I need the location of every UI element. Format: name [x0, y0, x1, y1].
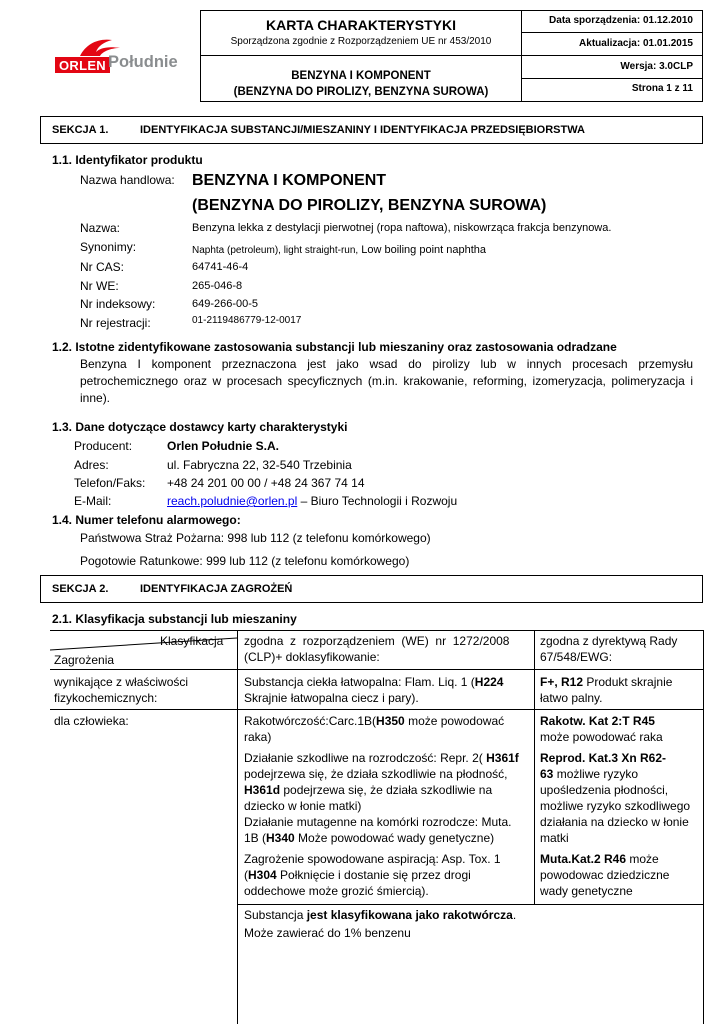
row3-period: .: [512, 908, 517, 922]
field-index-label: Nr indeksowy:: [80, 297, 156, 311]
header-product-line2: (BENZYNA DO PIROLIZY, BENZYNA SUROWA): [233, 86, 489, 98]
row1-dir-code: F+, R12: [540, 675, 584, 689]
section1-bar: [40, 116, 703, 144]
section1-title: IDENTYFIKACJA SUBSTANCJI/MIESZANINY I IDENTYFIKACJA PRZEDSIĘBIORSTWA: [140, 124, 585, 136]
email-value: [167, 494, 457, 508]
email-suffix: – Biuro Technologii i Rozwoju: [297, 494, 458, 508]
header-product-line1: BENZYNA I KOMPONENT: [291, 70, 431, 82]
phone-label: Telefon/Faks:: [74, 476, 146, 490]
repr-text: Działanie szkodliwe na rozrodczość: Repr. 2(: [244, 751, 487, 765]
field-cas-label: Nr CAS:: [80, 260, 125, 274]
section2-title: IDENTYFIKACJA ZAGROŻEŃ: [140, 583, 293, 595]
date-created: Data sporządzenia: 01.12.2010: [549, 15, 693, 26]
repr-code-d: H361d: [244, 783, 281, 797]
dir-repr-desc-5: matki: [540, 831, 569, 845]
email-label: E-Mail:: [74, 494, 112, 508]
logo-poludnie-text: Południe: [108, 53, 178, 71]
dir-muta-desc: może: [626, 852, 659, 866]
emergency-fire: Państwowa Straż Pożarna: 998 lub 112 (z telefonu komórkowego): [80, 531, 431, 545]
dir-muta-code: Muta.Kat.2 R46: [540, 852, 627, 866]
carc-code: H350: [376, 714, 405, 728]
field-index-value: 649-266-00-5: [192, 298, 259, 310]
head-clp-line1: zgodna z rozporządzeniem (WE) nr 1272/2008: [244, 634, 510, 648]
repr-desc-end: dziecko w łonie matki): [244, 799, 362, 813]
dir-carc-desc: może powodować raka: [540, 730, 663, 744]
muta-desc: Może powodować wady genetyczne): [294, 831, 495, 845]
header-meta-divider: [521, 32, 703, 33]
row1-label-line1: wynikające z właściwości: [54, 675, 189, 689]
field-name-label: Nazwa:: [80, 221, 121, 235]
row1-clp-code: H224: [474, 675, 504, 689]
carc-desc-end: raka): [244, 730, 272, 744]
muta-code: H340: [266, 831, 295, 845]
dir-repr-desc-4: działania na dziecko w łonie: [540, 815, 689, 829]
head-classification: Klasyfikacja: [160, 634, 224, 648]
head-directive: [540, 633, 677, 665]
field-we-label: Nr WE:: [80, 279, 119, 293]
trade-name-line1: BENZYNA I KOMPONENT: [192, 172, 387, 189]
date-updated: Aktualizacja: 01.01.2015: [579, 38, 693, 49]
address-label: Adres:: [74, 458, 109, 472]
document-title: KARTA CHARAKTERYSTYKI: [265, 17, 457, 33]
row1-dir-line2: łatwo palny.: [540, 691, 603, 705]
emergency-ambulance: Pogotowie Ratunkowe: 999 lub 112 (z telefonu komórkowego): [80, 554, 410, 568]
field-synonyms-value: [192, 240, 486, 258]
dir-repr-desc: możliwe ryzyko: [553, 767, 639, 781]
head-dir-line1: zgodna z dyrektywą Rady: [540, 634, 678, 648]
row1-label: [54, 674, 188, 706]
header-meta-divider: [521, 78, 703, 79]
row1-label-line2: fizykochemicznych:: [54, 691, 158, 705]
section2-bar: [40, 575, 703, 603]
asp-code: H304: [248, 868, 277, 882]
row2-label: dla człowieka:: [54, 714, 129, 728]
dir-repr-code: Reprod. Kat.3 Xn R62-: [540, 751, 667, 765]
producer-label: Producent:: [74, 439, 133, 453]
field-synonyms-label: Synonimy:: [80, 240, 137, 254]
row3-text: Substancja: [244, 908, 307, 922]
head-dir-line2: 67/548/EWG:: [540, 650, 613, 664]
document-subtitle: Sporządzona zgodnie z Rozporządzeniem UE nr 453/2010: [230, 36, 492, 47]
s12-heading: 1.2. Istotne zidentyfikowane zastosowania substancji lub mieszaniny oraz zastosowania odradzane: [52, 340, 617, 354]
s12-text: Benzyna I komponent przeznaczona jest jako wsad do pirolizy lub w innych procesach przemysłu petrochemicznego oraz w procesach specyficznych (m.in. krakowanie, reforming, izomeryzacja, polimeryzacja i inne).: [80, 357, 693, 405]
table-rule: [50, 709, 704, 710]
asp-desc: Połknięcie i dostanie się przez drogi: [276, 868, 471, 882]
field-name-value: Benzyna lekka z destylacji pierwotnej (ropa naftowa), niskowrząca frakcja benzynowa.: [192, 222, 612, 234]
phone-value: +48 24 201 00 00 / +48 24 367 74 14: [167, 476, 365, 490]
synonym-small: Naphta (petroleum), light straight-run,: [192, 245, 359, 256]
row2-clp: [244, 713, 534, 899]
field-registration-value: 01-2119486779-12-0017: [192, 315, 302, 326]
carc-text: Rakotwórczość:Carc.1B(: [244, 714, 377, 728]
section2-number: SEKCJA 2.: [52, 583, 109, 595]
row1-directive: [540, 674, 672, 706]
table-rule: [534, 630, 535, 905]
logo-orlen-text: ORLEN: [55, 57, 110, 73]
row2-directive: [540, 713, 700, 899]
head-clp-line2: (CLP)+ doklasyfikowanie:: [244, 650, 380, 664]
dir-repr-desc-3: możliwe ryzyko szkodliwego: [540, 799, 691, 813]
muta-cat: 1B (: [244, 831, 267, 845]
row1-clp: [244, 674, 503, 706]
trade-name-line2: (BENZYNA DO PIROLIZY, BENZYNA SUROWA): [192, 197, 547, 214]
table-rule: [237, 630, 238, 1024]
row3-note: [244, 907, 516, 941]
row1-dir-text: Produkt skrajnie: [583, 675, 673, 689]
dir-muta-desc-3: wady genetyczne: [540, 884, 633, 898]
field-registration-label: Nr rejestracji:: [80, 316, 151, 330]
head-clp: [244, 633, 529, 665]
row1-clp-text: Substancja ciekła łatwopalna: Flam. Liq. 1 (: [244, 675, 475, 689]
repr-desc-d: podejrzewa się, że działa szkodliwie na: [280, 783, 493, 797]
row3-bold: jest klasyfikowana jako rakotwórcza: [306, 908, 513, 922]
s11-heading: 1.1. Identyfikator produktu: [52, 153, 203, 167]
s21-heading: 2.1. Klasyfikacja substancji lub mieszaniny: [52, 612, 297, 626]
s14-heading: 1.4. Numer telefonu alarmowego:: [52, 513, 241, 527]
trade-name-label: Nazwa handlowa:: [80, 173, 175, 187]
dir-repr-desc-2: upośledzenia płodności,: [540, 783, 669, 797]
row3-benzene: Może zawierać do 1% benzenu: [244, 926, 411, 940]
s13-heading: 1.3. Dane dotyczące dostawcy karty charakterystyki: [52, 420, 348, 434]
synonym-large: Low boiling point naphtha: [358, 244, 487, 256]
repr-code-f: H361f: [486, 751, 519, 765]
carc-desc: może powodować: [404, 714, 505, 728]
address-value: ul. Fabryczna 22, 32-540 Trzebinia: [167, 458, 352, 472]
table-rule: [237, 904, 704, 905]
version: Wersja: 3.0CLP: [620, 61, 693, 72]
header-meta-divider: [521, 55, 703, 56]
page-number: Strona 1 z 11: [631, 83, 693, 94]
field-cas-value: 64741-46-4: [192, 261, 249, 273]
row1-clp-line2: Skrajnie łatwopalna ciecz i pary).: [244, 691, 419, 705]
repr-desc-f: podejrzewa się, że działa szkodliwie na płodność,: [244, 767, 508, 781]
dir-muta-desc-2: powodowac dziedziczne: [540, 868, 670, 882]
asp-paren: (: [244, 868, 248, 882]
dir-repr-code-end: 63: [540, 767, 554, 781]
table-rule: [703, 630, 704, 1024]
field-we-value: 265-046-8: [192, 280, 243, 292]
producer-value: Orlen Południe S.A.: [167, 439, 280, 453]
email-link[interactable]: reach.poludnie@orlen.pl: [167, 494, 298, 508]
section1-number: SEKCJA 1.: [52, 124, 109, 136]
asp-text: Zagrożenie spowodowane aspiracją: Asp. Tox. 1: [244, 852, 501, 866]
dir-carc-code: Rakotw. Kat 2:T R45: [540, 714, 655, 728]
head-hazards: Zagrożenia: [54, 653, 115, 667]
asp-desc-end: oddechowe może grozić śmiercią).: [244, 884, 429, 898]
muta-text: Działanie mutagenne na komórki rozrodcze: Muta.: [244, 815, 512, 829]
